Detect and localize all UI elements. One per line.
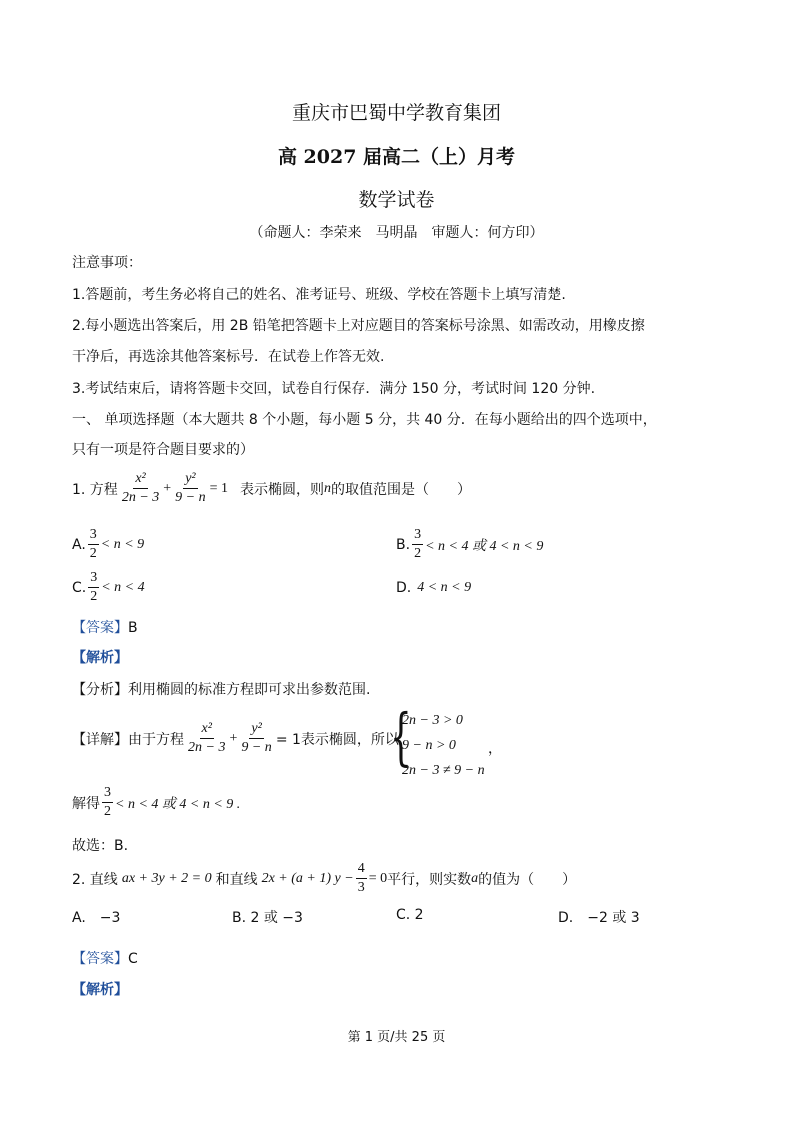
question-1-stem: 1. 方程 $\frac{\text{x²}}{2n - 3}$ + $\frac{\text{y²}}{9 - n}$ = 1 表示椭圆，则 n 的取值范围是（ ） (72, 471, 472, 505)
note-2a: 2.每小题选出答案后，用 2B 铅笔把答题卡上对应题目的答案标号涂黑、如需改动，用橡皮擦 (72, 318, 645, 334)
q2-option-b: B. 2 或 −3 (232, 910, 303, 926)
q1-fenxi: 【分析】利用椭圆的标准方程即可求出参数范围. (72, 682, 371, 698)
q1-analysis-tag: 【解析】 (72, 650, 128, 666)
q1-fraction-x: $\frac{\text{x²}}{2n - 3}$ (121, 471, 160, 505)
q2-option-a: A. −3 (72, 910, 121, 926)
q1-solution: 解得 $\frac{3}{2}$ < n < 4 或 4 < n < 9 . (72, 785, 241, 819)
note-2b: 干净后，再选涂其他答案标号．在试卷上作答无效. (72, 349, 385, 365)
notes-heading: 注意事项： (72, 255, 142, 271)
q1-option-b: B. $\frac{3}{2}$ < n < 4 或 4 < n < 9 (396, 527, 544, 561)
q2-option-d: D. −2 或 3 (558, 910, 640, 926)
q1-choice: 故选：B. (72, 838, 129, 854)
section-heading-line1: 一、 单项选择题（本大题共 8 个小题，每小题 5 分，共 40 分．在每小题给出的四个选项中， (72, 412, 657, 428)
q1-option-a: A. $\frac{3}{2}$ < n < 9 (72, 527, 145, 561)
q1-xiangjie: 【详解】 由于方程 $\frac{\text{x²}}{2n - 3}$ + $\frac{\text{y²}}{9 - n}$ = 1表示椭圆，所以 (72, 721, 399, 755)
q1-number: 1. 方程 (72, 481, 118, 498)
q1-answer: 【答案】B (72, 620, 138, 636)
q1-option-d: D. 4 < n < 9 (396, 580, 472, 596)
subject-title: 数学试卷 (358, 189, 435, 211)
exam-title: 高 2027 届高二（上）月考 (277, 146, 516, 168)
q1-system-brace: { (390, 700, 412, 773)
q1-system: 2n − 3 > 0 9 − n > 0 2n − 3 ≠ 9 − n (402, 713, 485, 778)
authors-line: （命题人：李荣来 马明晶 审题人：何方印） (249, 225, 544, 241)
note-1: 1.答题前，考生务必将自己的姓名、准考证号、班级、学校在答题卡上填写清楚. (72, 287, 566, 303)
q2-answer: 【答案】C (72, 951, 138, 967)
q1-system-comma: ， (488, 741, 502, 757)
page-footer: 第 1 页/共 25 页 (347, 1030, 446, 1045)
note-3: 3.考试结束后，请将答题卡交回，试卷自行保存．满分 150 分，考试时间 120 分钟. (72, 381, 596, 397)
school-title: 重庆市巴蜀中学教育集团 (291, 102, 501, 124)
q2-analysis-tag: 【解析】 (72, 982, 128, 998)
section-heading-line2: 只有一项是符合题目要求的） (72, 442, 254, 458)
question-2-stem: 2. 直线 ax + 3y + 2 = 0 和直线 2x + (a + 1) y − $\frac{4}{3}$ = 0 平行，则实数 a 的值为（ ） (72, 861, 577, 895)
q1-fraction-y: $\frac{\text{y²}}{9 - n}$ (175, 471, 206, 505)
q1-option-c: C. $\frac{3}{2}$ < n < 4 (72, 570, 145, 604)
q2-option-c: C. 2 (396, 907, 424, 923)
